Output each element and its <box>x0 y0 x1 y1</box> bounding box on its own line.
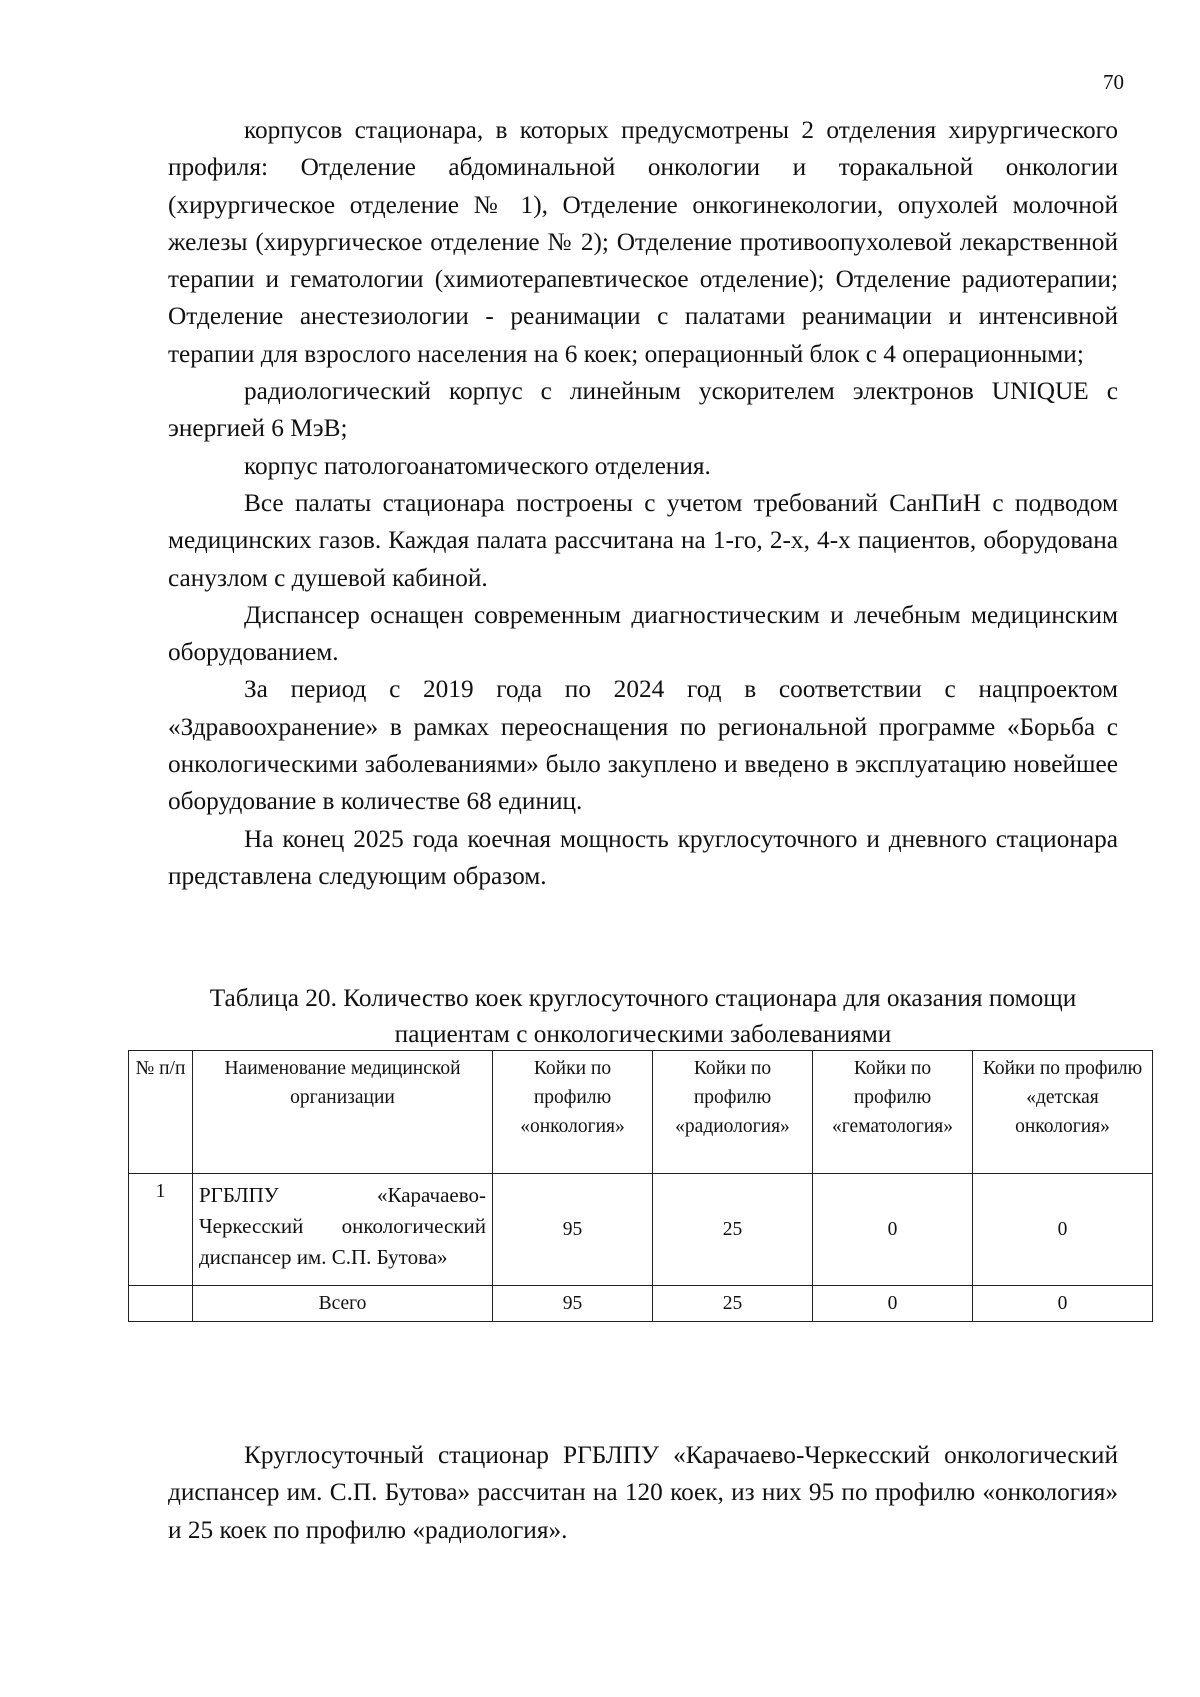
total-cell-radiology: 25 <box>653 1286 813 1322</box>
body-text <box>168 112 1118 895</box>
paragraph: Круглосуточный стационар РГБЛПУ «Карачаево-Черкесский онкологический диспансер им. С.П. Бутова» рассчитан на 120 коек, из них 95 по профилю «онкология» и 25 коек по профилю «радиология». <box>168 1441 1118 1544</box>
paragraph: радиологический корпус с линейным ускорителем электронов UNIQUE с энергией 6 МэВ; <box>168 377 1118 443</box>
paragraph: Диспансер оснащен современным диагностическим и лечебным медицинским оборудованием. <box>168 600 1118 667</box>
cell-hematology: 0 <box>813 1174 973 1286</box>
table-caption: Таблица 20. Количество коек круглосуточного стационара для оказания помощи пациентам с онкологическими заболеваниями <box>209 984 1077 1048</box>
cell-radiology: 25 <box>653 1174 813 1286</box>
paragraph: За период с 2019 года по 2024 год в соответствии с нацпроектом «Здравоохранение» в рамках переоснащения по региональной программе «Борьба с онкологическими заболеваниями» было закуплено и введено в эксплуатацию новейшее оборудование в количестве 68 единиц. <box>168 675 1118 816</box>
beds-table <box>128 1050 1153 1322</box>
cell-number: 1 <box>129 1174 193 1286</box>
header-cell-pediatric-oncology: Койки по профилю «детская онкология» <box>973 1051 1153 1174</box>
paragraph: корпус патологоанатомического отделения. <box>244 451 711 480</box>
header-cell-hematology: Койки по профилю «гематология» <box>813 1051 973 1174</box>
header-cell-organization: Наименование медицинской организации <box>193 1051 493 1174</box>
header-cell-radiology: Койки по профилю «радиология» <box>653 1051 813 1174</box>
closing-text <box>168 1437 1118 1549</box>
total-cell-oncology: 95 <box>493 1286 653 1322</box>
page-number: 70 <box>1103 70 1124 94</box>
total-cell-label: Всего <box>193 1286 493 1322</box>
table-row <box>129 1174 1153 1286</box>
total-cell-pediatric-oncology: 0 <box>973 1286 1153 1322</box>
header-cell-number: № п/п <box>129 1051 193 1174</box>
header-cell-oncology: Койки по профилю «онкология» <box>493 1051 653 1174</box>
cell-oncology: 95 <box>493 1174 653 1286</box>
cell-organization: РГБЛПУ «Карачаево-Черкесский онкологический диспансер им. С.П. Бутова» <box>193 1174 493 1286</box>
total-cell-number <box>129 1286 193 1322</box>
paragraph: корпусов стационара, в которых предусмотрены 2 отделения хирургического профиля: Отделение абдоминальной онкологии и торакальной онкологии (хирургическое отделение № 1), Отделение онкогинекологии, опухолей молочной железы (хирургическое отделение № 2); Отделение противоопухолевой лекарственной терапии и гематологии (химиотерапевтическое отделение); Отделение радиотерапии; Отделение анестезиологии - реанимации с палатами реанимации и интенсивной терапии для взрослого населения на 6 коек; операционный блок с 4 операционными; <box>168 116 1118 368</box>
paragraph: Все палаты стационара построены с учетом требований СанПиН с подводом медицинских газов. Каждая палата рассчитана на 1-го, 2-х, 4-х пациентов, оборудована санузлом с душевой кабиной. <box>168 488 1118 592</box>
table-total-row <box>129 1286 1153 1322</box>
total-cell-hematology: 0 <box>813 1286 973 1322</box>
cell-pediatric-oncology: 0 <box>973 1174 1153 1286</box>
paragraph: На конец 2025 года коечная мощность круглосуточного и дневного стационара представлена следующим образом. <box>168 824 1118 890</box>
table-header-row <box>129 1051 1153 1174</box>
